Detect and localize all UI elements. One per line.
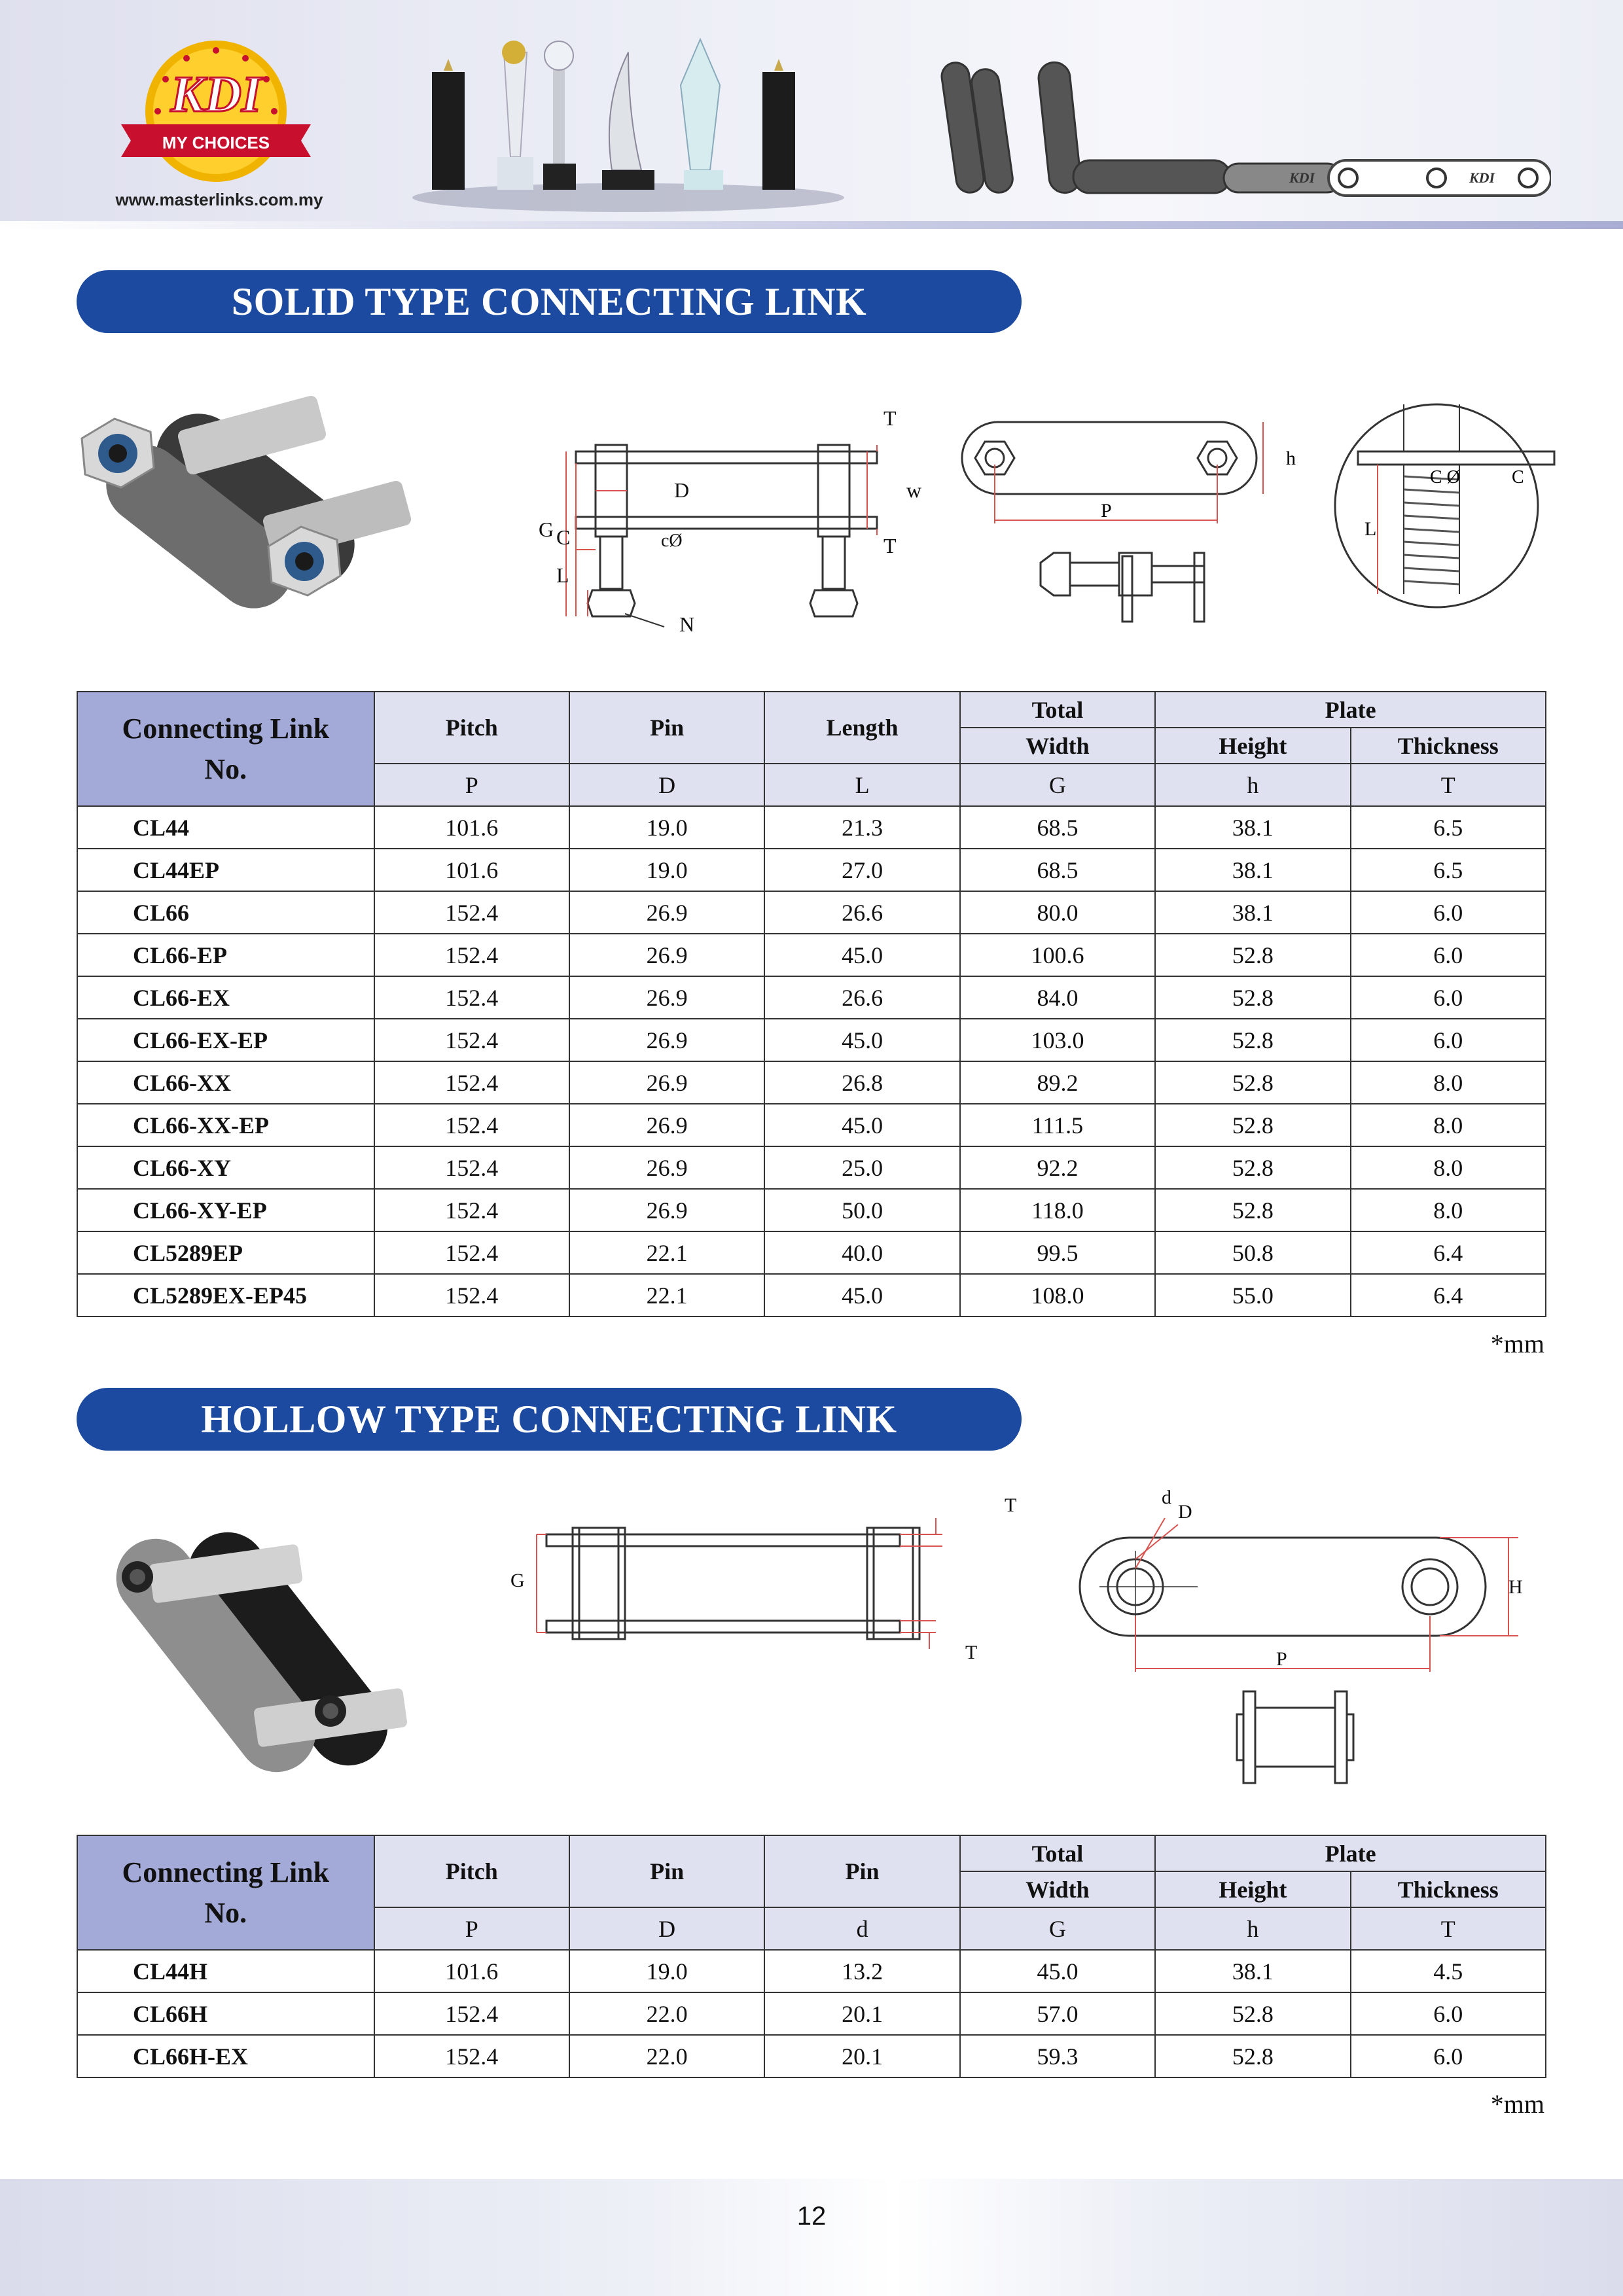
value-cell: 45.0 — [764, 1104, 959, 1146]
value-cell: 8.0 — [1351, 1189, 1546, 1231]
table-row — [77, 976, 1546, 1019]
header-divider — [0, 221, 1623, 229]
value-cell: 6.4 — [1351, 1231, 1546, 1274]
kdi-logo — [115, 36, 317, 193]
value-cell: 26.9 — [569, 934, 764, 976]
value-cell: 45.0 — [960, 1950, 1155, 1992]
link-number-cell: CL66-XX-EP — [77, 1104, 374, 1146]
link-number-cell: CL66H — [77, 1992, 374, 2035]
value-cell: 20.1 — [764, 2035, 959, 2077]
value-cell: 22.0 — [569, 1992, 764, 2035]
table-row — [77, 934, 1546, 976]
symbol-cell: G — [960, 1907, 1155, 1950]
value-cell: 26.6 — [764, 891, 959, 934]
value-cell: 152.4 — [374, 1992, 569, 2035]
value-cell: 26.9 — [569, 1146, 764, 1189]
value-cell: 59.3 — [960, 2035, 1155, 2077]
col-head-pin-outer: Pin — [569, 1835, 764, 1907]
dim-label-h-hollow: H — [1508, 1576, 1523, 1598]
link-number-cell: CL66-EP — [77, 934, 374, 976]
value-cell: 52.8 — [1155, 1104, 1350, 1146]
value-cell: 38.1 — [1155, 891, 1350, 934]
link-number-cell: CL66-EX-EP — [77, 1019, 374, 1061]
hollow-unit-note: *mm — [1490, 2089, 1544, 2119]
value-cell: 26.6 — [764, 976, 959, 1019]
value-cell: 6.5 — [1351, 806, 1546, 849]
hollow-spec-table — [77, 1835, 1546, 2078]
dim-label-c: C — [556, 525, 571, 549]
value-cell: 50.0 — [764, 1189, 959, 1231]
value-cell: 38.1 — [1155, 1950, 1350, 1992]
logo-tagline: MY CHOICES — [162, 133, 270, 152]
dim-label-d-small: d — [1162, 1487, 1171, 1508]
value-cell: 111.5 — [960, 1104, 1155, 1146]
table-row — [77, 1104, 1546, 1146]
hollow-plate-top-view — [1073, 1485, 1531, 1786]
value-cell: 152.4 — [374, 891, 569, 934]
col-head-thickness: Thickness — [1351, 1871, 1546, 1907]
value-cell: 22.1 — [569, 1231, 764, 1274]
value-cell: 22.1 — [569, 1274, 764, 1316]
value-cell: 101.6 — [374, 849, 569, 891]
table-row — [77, 1274, 1546, 1316]
value-cell: 25.0 — [764, 1146, 959, 1189]
col-head-pin: Pin — [569, 692, 764, 764]
value-cell: 21.3 — [764, 806, 959, 849]
value-cell: 55.0 — [1155, 1274, 1350, 1316]
col-head-width: Width — [960, 1871, 1155, 1907]
col-head-total: Total — [960, 1835, 1155, 1871]
table-row — [77, 2035, 1546, 2077]
col-head-height: Height — [1155, 1871, 1350, 1907]
value-cell: 8.0 — [1351, 1146, 1546, 1189]
col-head-plate: Plate — [1155, 692, 1546, 728]
symbol-cell: T — [1351, 764, 1546, 806]
value-cell: 6.0 — [1351, 934, 1546, 976]
value-cell: 6.0 — [1351, 1992, 1546, 2035]
solid-link-photo — [69, 373, 527, 641]
col-head-link-no: Connecting Link No. — [77, 692, 374, 806]
dim-label-t-bottom-hollow: T — [965, 1642, 978, 1663]
link-number-cell: CL44EP — [77, 849, 374, 891]
dim-label-c-dia-detail: C Ø — [1430, 467, 1460, 487]
value-cell: 6.0 — [1351, 976, 1546, 1019]
value-cell: 6.0 — [1351, 2035, 1546, 2077]
value-cell: 103.0 — [960, 1019, 1155, 1061]
table-row — [77, 1146, 1546, 1189]
dim-label-c-dia: cØ — [661, 531, 683, 551]
roller-chain-image — [936, 56, 1551, 206]
symbol-cell: P — [374, 764, 569, 806]
page-number: 12 — [796, 2202, 827, 2231]
dim-label-t-top-hollow: T — [1005, 1494, 1017, 1516]
symbol-cell: d — [764, 1907, 959, 1950]
value-cell: 13.2 — [764, 1950, 959, 1992]
link-number-cell: CL66 — [77, 891, 374, 934]
value-cell: 19.0 — [569, 849, 764, 891]
dim-label-c-detail: C — [1512, 467, 1524, 487]
value-cell: 45.0 — [764, 1019, 959, 1061]
link-number-cell: CL44 — [77, 806, 374, 849]
logo-text: KDI — [170, 65, 262, 122]
value-cell: 26.9 — [569, 1104, 764, 1146]
col-head-pin-inner: Pin — [764, 1835, 959, 1907]
table-row — [77, 1189, 1546, 1231]
value-cell: 108.0 — [960, 1274, 1155, 1316]
value-cell: 26.9 — [569, 1061, 764, 1104]
value-cell: 52.8 — [1155, 1146, 1350, 1189]
dim-label-p-hollow: P — [1276, 1648, 1287, 1670]
value-cell: 52.8 — [1155, 1061, 1350, 1104]
value-cell: 22.0 — [569, 2035, 764, 2077]
value-cell: 118.0 — [960, 1189, 1155, 1231]
chain-brand-1: KDI — [1289, 169, 1315, 186]
value-cell: 152.4 — [374, 1104, 569, 1146]
col-head-total: Total — [960, 692, 1155, 728]
dim-label-d: D — [674, 478, 690, 502]
symbol-cell: h — [1155, 1907, 1350, 1950]
link-number-cell: CL5289EX-EP45 — [77, 1274, 374, 1316]
table-row — [77, 891, 1546, 934]
dim-label-l-detail: L — [1364, 518, 1377, 540]
page-footer — [0, 2179, 1623, 2296]
trophies-image — [406, 26, 851, 216]
symbol-cell: h — [1155, 764, 1350, 806]
dim-label-p: P — [1101, 500, 1112, 521]
value-cell: 40.0 — [764, 1231, 959, 1274]
value-cell: 19.0 — [569, 806, 764, 849]
value-cell: 52.8 — [1155, 976, 1350, 1019]
value-cell: 152.4 — [374, 2035, 569, 2077]
table-row — [77, 1950, 1546, 1992]
value-cell: 4.5 — [1351, 1950, 1546, 1992]
dim-label-w: w — [906, 478, 922, 502]
dim-label-h: h — [1286, 448, 1296, 469]
dim-label-t-bottom: T — [883, 534, 897, 557]
value-cell: 101.6 — [374, 1950, 569, 1992]
value-cell: 38.1 — [1155, 849, 1350, 891]
col-head-length: Length — [764, 692, 959, 764]
dim-label-l: L — [556, 563, 569, 587]
hollow-side-view-drawing — [510, 1492, 1034, 1688]
link-number-cell: CL66-XY-EP — [77, 1189, 374, 1231]
dim-label-g: G — [539, 518, 554, 541]
value-cell: 50.8 — [1155, 1231, 1350, 1274]
solid-spec-table — [77, 691, 1546, 1317]
value-cell: 6.5 — [1351, 849, 1546, 891]
symbol-cell: T — [1351, 1907, 1546, 1950]
symbol-cell: P — [374, 1907, 569, 1950]
value-cell: 26.9 — [569, 1019, 764, 1061]
value-cell: 152.4 — [374, 934, 569, 976]
value-cell: 152.4 — [374, 1231, 569, 1274]
solid-side-view-drawing — [527, 406, 933, 641]
dim-label-g-hollow: G — [510, 1570, 525, 1591]
value-cell: 38.1 — [1155, 806, 1350, 849]
value-cell: 152.4 — [374, 1274, 569, 1316]
value-cell: 45.0 — [764, 1274, 959, 1316]
link-number-cell: CL66-XX — [77, 1061, 374, 1104]
value-cell: 89.2 — [960, 1061, 1155, 1104]
table-row — [77, 1061, 1546, 1104]
dim-label-d-large: D — [1178, 1501, 1192, 1523]
table-row — [77, 1992, 1546, 2035]
hollow-section-title: HOLLOW TYPE CONNECTING LINK — [77, 1388, 1022, 1451]
value-cell: 101.6 — [374, 806, 569, 849]
col-head-plate: Plate — [1155, 1835, 1546, 1871]
value-cell: 152.4 — [374, 1061, 569, 1104]
value-cell: 52.8 — [1155, 1019, 1350, 1061]
table-row — [77, 1019, 1546, 1061]
symbol-cell: D — [569, 1907, 764, 1950]
website-url: www.masterlinks.com.my — [115, 190, 323, 209]
value-cell: 52.8 — [1155, 2035, 1350, 2077]
value-cell: 26.9 — [569, 976, 764, 1019]
value-cell: 6.4 — [1351, 1274, 1546, 1316]
link-number-cell: CL66H-EX — [77, 2035, 374, 2077]
col-head-link-no: Connecting Link No. — [77, 1835, 374, 1950]
value-cell: 100.6 — [960, 934, 1155, 976]
value-cell: 6.0 — [1351, 891, 1546, 934]
solid-unit-note: *mm — [1490, 1329, 1544, 1358]
value-cell: 20.1 — [764, 1992, 959, 2035]
value-cell: 8.0 — [1351, 1104, 1546, 1146]
value-cell: 152.4 — [374, 976, 569, 1019]
hollow-link-photo — [92, 1492, 497, 1793]
value-cell: 6.0 — [1351, 1019, 1546, 1061]
value-cell: 8.0 — [1351, 1061, 1546, 1104]
dim-label-n: N — [679, 612, 695, 636]
link-number-cell: CL66-EX — [77, 976, 374, 1019]
table-row — [77, 1231, 1546, 1274]
link-number-cell: CL66-XY — [77, 1146, 374, 1189]
symbol-cell: L — [764, 764, 959, 806]
value-cell: 68.5 — [960, 849, 1155, 891]
value-cell: 26.9 — [569, 891, 764, 934]
value-cell: 92.2 — [960, 1146, 1155, 1189]
value-cell: 152.4 — [374, 1146, 569, 1189]
dim-label-t-top: T — [883, 406, 897, 430]
col-head-width: Width — [960, 728, 1155, 764]
value-cell: 152.4 — [374, 1189, 569, 1231]
link-number-cell: CL44H — [77, 1950, 374, 1992]
value-cell: 26.8 — [764, 1061, 959, 1104]
col-head-pitch: Pitch — [374, 1835, 569, 1907]
value-cell: 99.5 — [960, 1231, 1155, 1274]
value-cell: 52.8 — [1155, 1992, 1350, 2035]
solid-section-title: SOLID TYPE CONNECTING LINK — [77, 270, 1022, 333]
value-cell: 84.0 — [960, 976, 1155, 1019]
value-cell: 45.0 — [764, 934, 959, 976]
solid-plate-top-view — [955, 409, 1322, 631]
value-cell: 27.0 — [764, 849, 959, 891]
col-head-pitch: Pitch — [374, 692, 569, 764]
table-row — [77, 806, 1546, 849]
value-cell: 80.0 — [960, 891, 1155, 934]
value-cell: 57.0 — [960, 1992, 1155, 2035]
col-head-height: Height — [1155, 728, 1350, 764]
chain-brand-2: KDI — [1469, 169, 1495, 186]
value-cell: 52.8 — [1155, 1189, 1350, 1231]
symbol-cell: G — [960, 764, 1155, 806]
col-head-thickness: Thickness — [1351, 728, 1546, 764]
value-cell: 52.8 — [1155, 934, 1350, 976]
value-cell: 26.9 — [569, 1189, 764, 1231]
symbol-cell: D — [569, 764, 764, 806]
table-row — [77, 849, 1546, 891]
value-cell: 152.4 — [374, 1019, 569, 1061]
value-cell: 68.5 — [960, 806, 1155, 849]
solid-pin-detail — [1325, 398, 1561, 620]
link-number-cell: CL5289EP — [77, 1231, 374, 1274]
value-cell: 19.0 — [569, 1950, 764, 1992]
